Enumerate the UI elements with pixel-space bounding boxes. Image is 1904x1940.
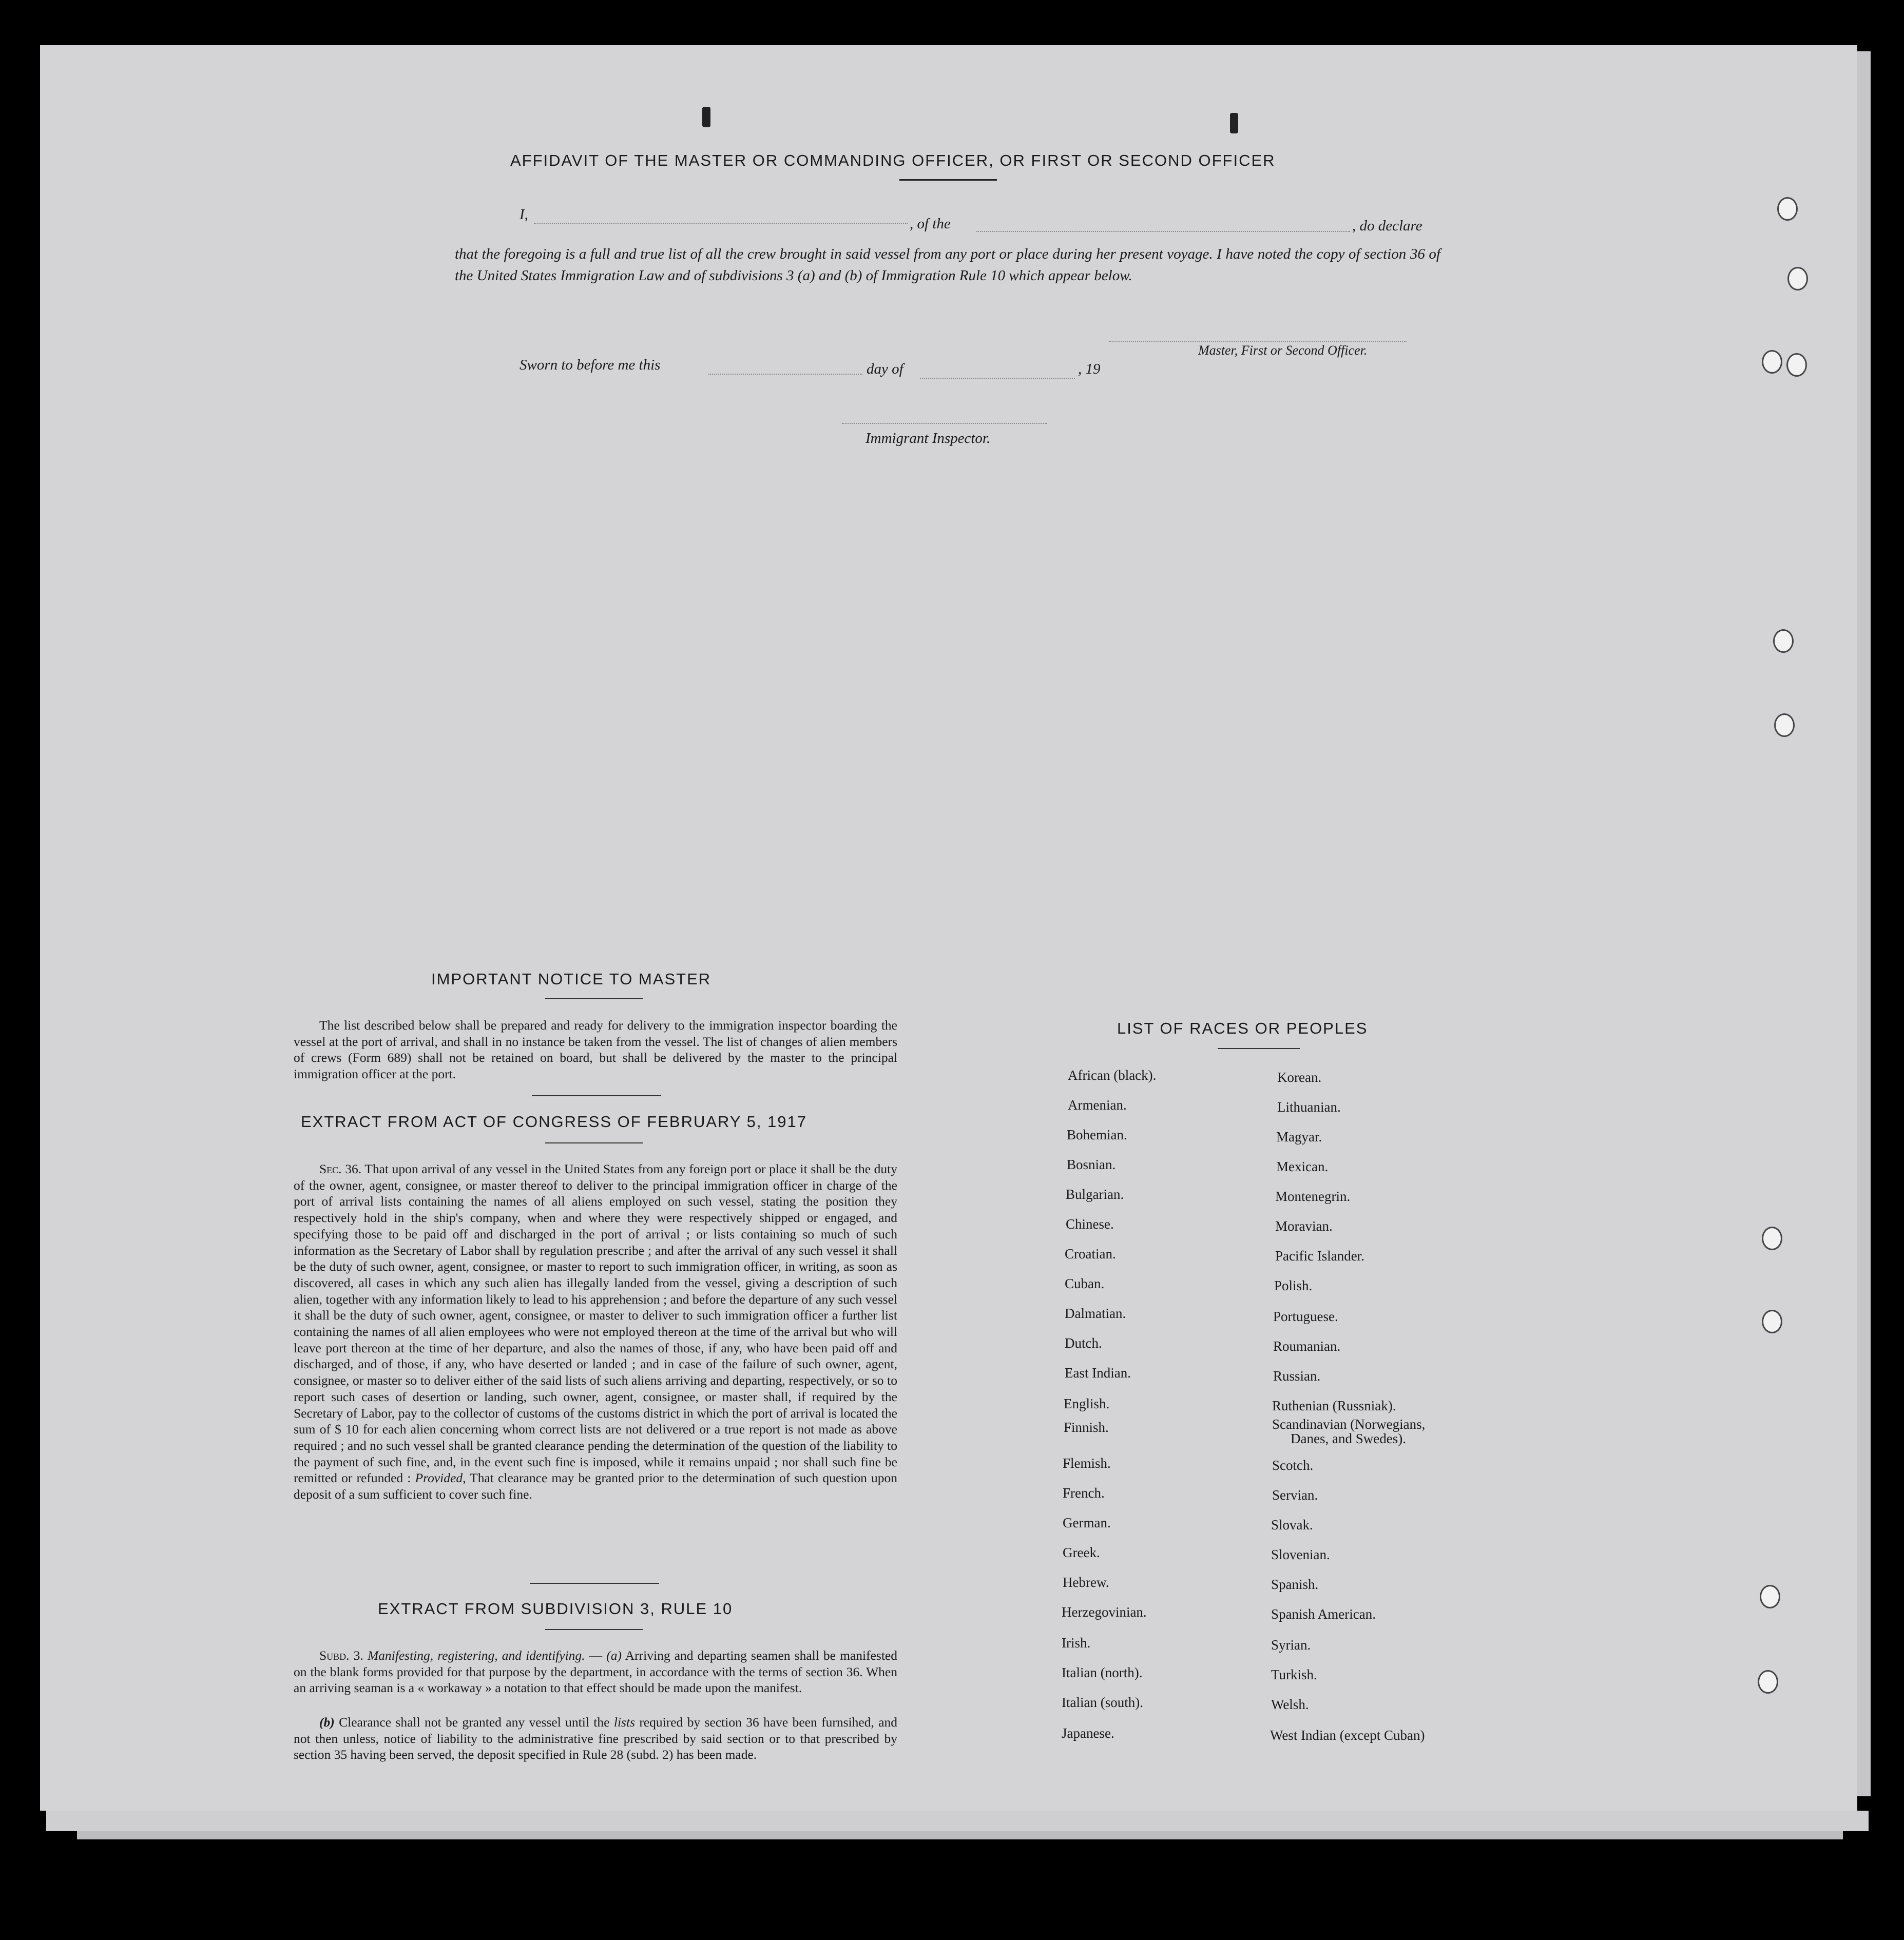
- race-item: Turkish.: [1271, 1667, 1317, 1682]
- binding-hole: [1762, 350, 1782, 374]
- race-item: Greek.: [1063, 1545, 1100, 1560]
- race-item: English.: [1064, 1396, 1110, 1411]
- race-item: Scandinavian (Norwegians,: [1272, 1417, 1426, 1432]
- race-item: Mexican.: [1276, 1159, 1329, 1174]
- race-item: Spanish.: [1271, 1577, 1319, 1592]
- affidavit-of-the-label: , of the: [910, 216, 951, 232]
- race-item: Korean.: [1277, 1070, 1322, 1085]
- page-edge-right: [1857, 51, 1871, 1796]
- act-provided: Provided,: [415, 1470, 466, 1486]
- master-signature-line[interactable]: [1109, 340, 1407, 342]
- race-item: Lithuanian.: [1277, 1099, 1341, 1115]
- race-item: Roumanian.: [1273, 1338, 1341, 1354]
- race-item: Pacific Islander.: [1275, 1248, 1364, 1264]
- notice-title: IMPORTANT NOTICE TO MASTER: [431, 970, 711, 988]
- rule-b-text-2: required by section 36 have been furnsihed, and not then unless, notice of liability to the administrative fine prescribed by said section or to that prescribed by section 35 having been served, the deposit specified in Rule 28 (subd. 2) has been made.: [294, 1715, 898, 1762]
- race-item: Italian (north).: [1062, 1665, 1143, 1680]
- binding-hole: [1786, 353, 1807, 377]
- notice-body: The list described below shall be prepared and ready for delivery to the immigration inspector boarding the vessel at the port of arrival, and shall in no instance be taken from the vessel. The list of changes of alien members of crews (Form 689) shall not be retained on board, but shall be delivered by the master to the principal immigration officer at the port.: [294, 1018, 897, 1082]
- race-item: Hebrew.: [1063, 1575, 1109, 1590]
- race-item: Finnish.: [1064, 1420, 1109, 1435]
- page-edge-bottom: [46, 1811, 1869, 1831]
- binding-hole: [1758, 1670, 1778, 1694]
- race-item: Herzegovinian.: [1062, 1604, 1147, 1620]
- race-item: Dalmatian.: [1065, 1306, 1126, 1321]
- binding-pin-right: [1230, 113, 1238, 133]
- binding-hole: [1773, 629, 1794, 653]
- race-item: Cuban.: [1065, 1276, 1105, 1291]
- race-item: East Indian.: [1065, 1365, 1131, 1381]
- race-item: Irish.: [1062, 1635, 1091, 1651]
- rule-title-rule: [545, 1629, 643, 1630]
- notice-title-rule: [545, 998, 643, 999]
- name-blank[interactable]: [534, 222, 908, 224]
- rule-heading: Manifesting, registering, and identifying.: [367, 1648, 585, 1663]
- race-item: Bohemian.: [1067, 1127, 1127, 1142]
- act-title-rule: [545, 1142, 643, 1143]
- rule-b-text-1: Clearance shall not be granted any vessel until the: [339, 1715, 610, 1730]
- race-item: Chinese.: [1066, 1216, 1114, 1232]
- binding-hole: [1774, 713, 1795, 737]
- race-item: German.: [1063, 1515, 1111, 1530]
- race-item: French.: [1063, 1485, 1105, 1501]
- act-text-end: That clearance may be granted prior to the determination of such question upon deposit of a sum sufficient to cover such fine.: [294, 1470, 897, 1502]
- year-label: , 19: [1078, 361, 1101, 377]
- binding-pin-left: [702, 107, 710, 127]
- affidavit-i-label: I,: [520, 206, 528, 223]
- races-title-rule: [1218, 1048, 1300, 1049]
- rule-b-paragraph: [294, 1714, 897, 1763]
- affidavit-do-declare-label: , do declare: [1352, 218, 1422, 234]
- binding-hole: [1762, 1310, 1782, 1333]
- binding-hole: [1762, 1227, 1782, 1250]
- day-of-label: day of: [867, 361, 903, 377]
- binding-hole: [1787, 267, 1808, 290]
- rule-dash: —: [585, 1648, 607, 1663]
- race-item: Dutch.: [1065, 1335, 1102, 1351]
- race-item: Bulgarian.: [1066, 1187, 1124, 1202]
- affidavit-title: AFFIDAVIT OF THE MASTER OR COMMANDING OFFICER, OR FIRST OR SECOND OFFICER: [510, 151, 1276, 169]
- race-item: Moravian.: [1275, 1218, 1333, 1234]
- act-body: [294, 1161, 897, 1503]
- binding-hole: [1777, 197, 1798, 221]
- race-item: Syrian.: [1271, 1637, 1311, 1653]
- race-item: Italian (south).: [1062, 1695, 1143, 1710]
- race-item: Flemish.: [1063, 1456, 1111, 1471]
- notice-end-rule: [532, 1095, 661, 1096]
- act-sec-label: Sec. 36.: [319, 1161, 362, 1176]
- races-title: LIST OF RACES OR PEOPLES: [1117, 1019, 1368, 1037]
- rule-b-lists: lists: [613, 1715, 635, 1730]
- affidavit-body: that the foregoing is a full and true list of all the crew brought in said vessel from any port or place during her present voyage. I have noted the copy of section 36 of the United States Immigration Law and of subdivisions 3 (a) and (b) of Immigration Rule 10 which appear below.: [455, 246, 1440, 284]
- binding-hole: [1760, 1585, 1780, 1608]
- race-item: Montenegrin.: [1275, 1189, 1351, 1204]
- day-blank[interactable]: [708, 373, 862, 375]
- race-item: Bosnian.: [1067, 1157, 1116, 1172]
- master-signature-caption: Master, First or Second Officer.: [1198, 343, 1368, 358]
- race-item: Ruthenian (Russniak).: [1272, 1398, 1396, 1413]
- race-item: Scotch.: [1272, 1458, 1314, 1473]
- race-item: Armenian.: [1068, 1097, 1127, 1113]
- race-item: Danes, and Swedes).: [1291, 1431, 1406, 1446]
- act-end-rule: [530, 1583, 659, 1584]
- sworn-label: Sworn to before me this: [520, 357, 661, 373]
- rule-a-text: Arriving and departing seamen shall be manifested on the blank forms provided for that purpose by the department, in accordance with the terms of section 36. When an arriving seaman is a « workaway » a notation to that effect should be made upon the manifest.: [294, 1648, 897, 1696]
- race-item: Portuguese.: [1273, 1309, 1338, 1324]
- race-item: Spanish American.: [1271, 1606, 1376, 1622]
- race-item: Russian.: [1273, 1368, 1321, 1384]
- rule-body: [294, 1647, 897, 1696]
- page-edge-bottom-2: [77, 1831, 1843, 1839]
- race-item: Servian.: [1272, 1487, 1318, 1503]
- race-item: Magyar.: [1276, 1129, 1322, 1144]
- race-item: African (black).: [1068, 1068, 1157, 1083]
- vessel-blank[interactable]: [976, 230, 1350, 232]
- rule-title: EXTRACT FROM SUBDIVISION 3, RULE 10: [378, 1600, 733, 1618]
- race-item: Slovenian.: [1271, 1547, 1330, 1562]
- rule-a-label: (a): [606, 1648, 622, 1663]
- act-text: That upon arrival of any vessel in the United States from any foreign port or place it shall be the duty of the owner, agent, consignee, or master thereof to deliver to the principal immigration officer in charge of the port of arrival lists containing the names of all aliens employed on such vessel, stating the position they respectively hold in the ship's company, when and where they were respectively shipped or engaged, and specifying those to be paid off and discharged in the port of arrival ; or lists containing so much of such information as the Secretary of Labor shall by regulation prescribe ; and after the arrival of any such vessel it shall be the duty of such owner, agent, consignee, or master to report to such immigration officer, in writing, as soon as discovered, all cases in which any such alien has illegally landed from the vessel, giving a description of such alien, together with any information likely to lead to his apprehension ; and before the departure of any such vessel it shall be the duty of such owner, agent, consignee, or master to deliver to such immigration officer a further list containing the names of all alien employees who were not employed thereon at the time of the arrival but who will leave port thereon at the time of her departure, and also the names of those, if any, who have been paid off and discharged, and of those, if any, who have deserted or landed ; and in case of the failure of such owner, agent, consignee, or master so to deliver either of the said lists of such aliens arriving and departing, respectively, or so to report such cases of desertion or landing, such owner, agent, consignee, or master shall, if required by the Secretary of Labor, pay to the collector of customs of the customs district in which the port of arrival is located the sum of $ 10 for each alien concerning whom correct lists are not delivered or a true report is not made as above required ; and no such vessel shall be granted clearance pending the determination of the question of the liability to the payment of such fine, and, in the event such fine is imposed, while it remains unpaid ; nor shall such fine be remitted or refunded :: [294, 1161, 897, 1486]
- month-blank[interactable]: [920, 377, 1075, 379]
- document-page: [40, 45, 1857, 1811]
- race-item: Japanese.: [1062, 1725, 1114, 1741]
- rule-subd-label: Subd. 3.: [319, 1648, 363, 1663]
- affidavit-title-rule: [899, 179, 997, 181]
- race-item: West Indian (except Cuban): [1270, 1728, 1425, 1743]
- race-item: Polish.: [1274, 1278, 1313, 1293]
- rule-b-label: (b): [319, 1715, 335, 1730]
- race-item: Croatian.: [1065, 1246, 1116, 1262]
- inspector-signature-line[interactable]: [842, 422, 1047, 424]
- inspector-signature-caption: Immigrant Inspector.: [866, 430, 991, 447]
- race-item: Slovak.: [1271, 1517, 1313, 1532]
- act-title: EXTRACT FROM ACT OF CONGRESS OF FEBRUARY 5, 1917: [301, 1113, 807, 1131]
- race-item: Welsh.: [1271, 1697, 1309, 1712]
